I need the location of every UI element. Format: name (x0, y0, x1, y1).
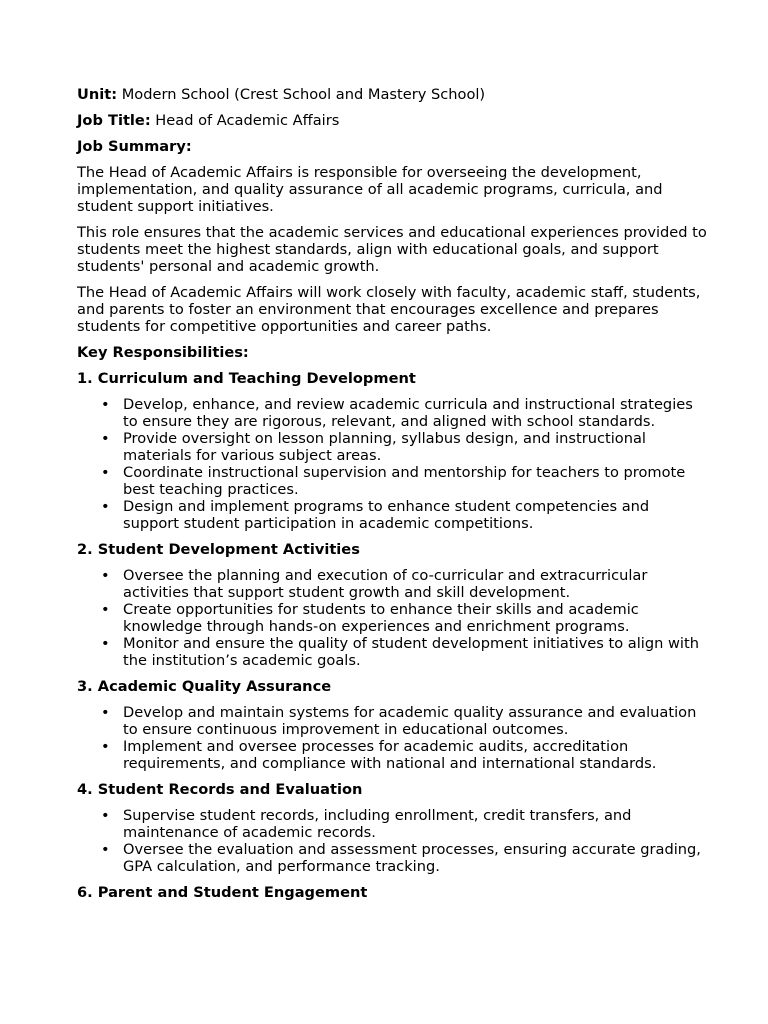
list-item: • Coordinate instructional supervision and mentorship for teachers to promote best teaching practices. (123, 464, 708, 498)
bullet-list (77, 567, 708, 669)
list-item: • Monitor and ensure the quality of student development initiatives to align with the institution’s academic goals. (123, 635, 708, 669)
job-title-line (77, 112, 708, 129)
list-item: • Create opportunities for students to enhance their skills and academic knowledge through hands-on experiences and enrichment programs. (123, 601, 708, 635)
job-title-label: Job Title: (77, 112, 151, 129)
list-item: • Implement and oversee processes for academic audits, accreditation requirements, and compliance with national and international standards. (123, 738, 708, 772)
list-item: • Provide oversight on lesson planning, syllabus design, and instructional materials for various subject areas. (123, 430, 708, 464)
bullet-list (77, 704, 708, 772)
section-title: 6. Parent and Student Engagement (77, 884, 368, 901)
bullet-list (77, 396, 708, 532)
list-item: • Supervise student records, including enrollment, credit transfers, and maintenance of academic records. (123, 807, 708, 841)
bullet-list (77, 807, 708, 875)
summary-paragraph: This role ensures that the academic services and educational experiences provided to students meet the highest standards, align with educational goals, and support students' personal and academic growth. (77, 224, 707, 275)
list-item: • Oversee the planning and execution of co-curricular and extracurricular activities that support student growth and skill development. (123, 567, 708, 601)
summary-paragraph: The Head of Academic Affairs will work closely with faculty, academic staff, students, and parents to foster an environment that encourages excellence and prepares students for competitive opportunities and career paths. (77, 284, 701, 335)
job-summary-heading: Job Summary: (77, 138, 192, 155)
summary-paragraph: The Head of Academic Affairs is responsible for overseeing the development, implementation, and quality assurance of all academic programs, curricula, and student support initiatives. (77, 164, 663, 215)
job-title-value: Head of Academic Affairs (155, 112, 340, 129)
section-title: 3. Academic Quality Assurance (77, 678, 332, 695)
section-title: 2. Student Development Activities (77, 541, 360, 558)
section-title: 4. Student Records and Evaluation (77, 781, 363, 798)
unit-value: Modern School (Crest School and Mastery School) (121, 86, 486, 103)
list-item: • Design and implement programs to enhance student competencies and support student participation in academic competitions. (123, 498, 708, 532)
unit-line (77, 86, 708, 103)
list-item: • Develop, enhance, and review academic curricula and instructional strategies to ensure they are rigorous, relevant, and aligned with school standards. (123, 396, 708, 430)
list-item: • Develop and maintain systems for academic quality assurance and evaluation to ensure continuous improvement in educational outcomes. (123, 704, 708, 738)
key-responsibilities-heading: Key Responsibilities: (77, 344, 249, 361)
unit-label: Unit: (77, 86, 118, 103)
list-item: • Oversee the evaluation and assessment processes, ensuring accurate grading, GPA calculation, and performance tracking. (123, 841, 708, 875)
section-title: 1. Curriculum and Teaching Development (77, 370, 416, 387)
